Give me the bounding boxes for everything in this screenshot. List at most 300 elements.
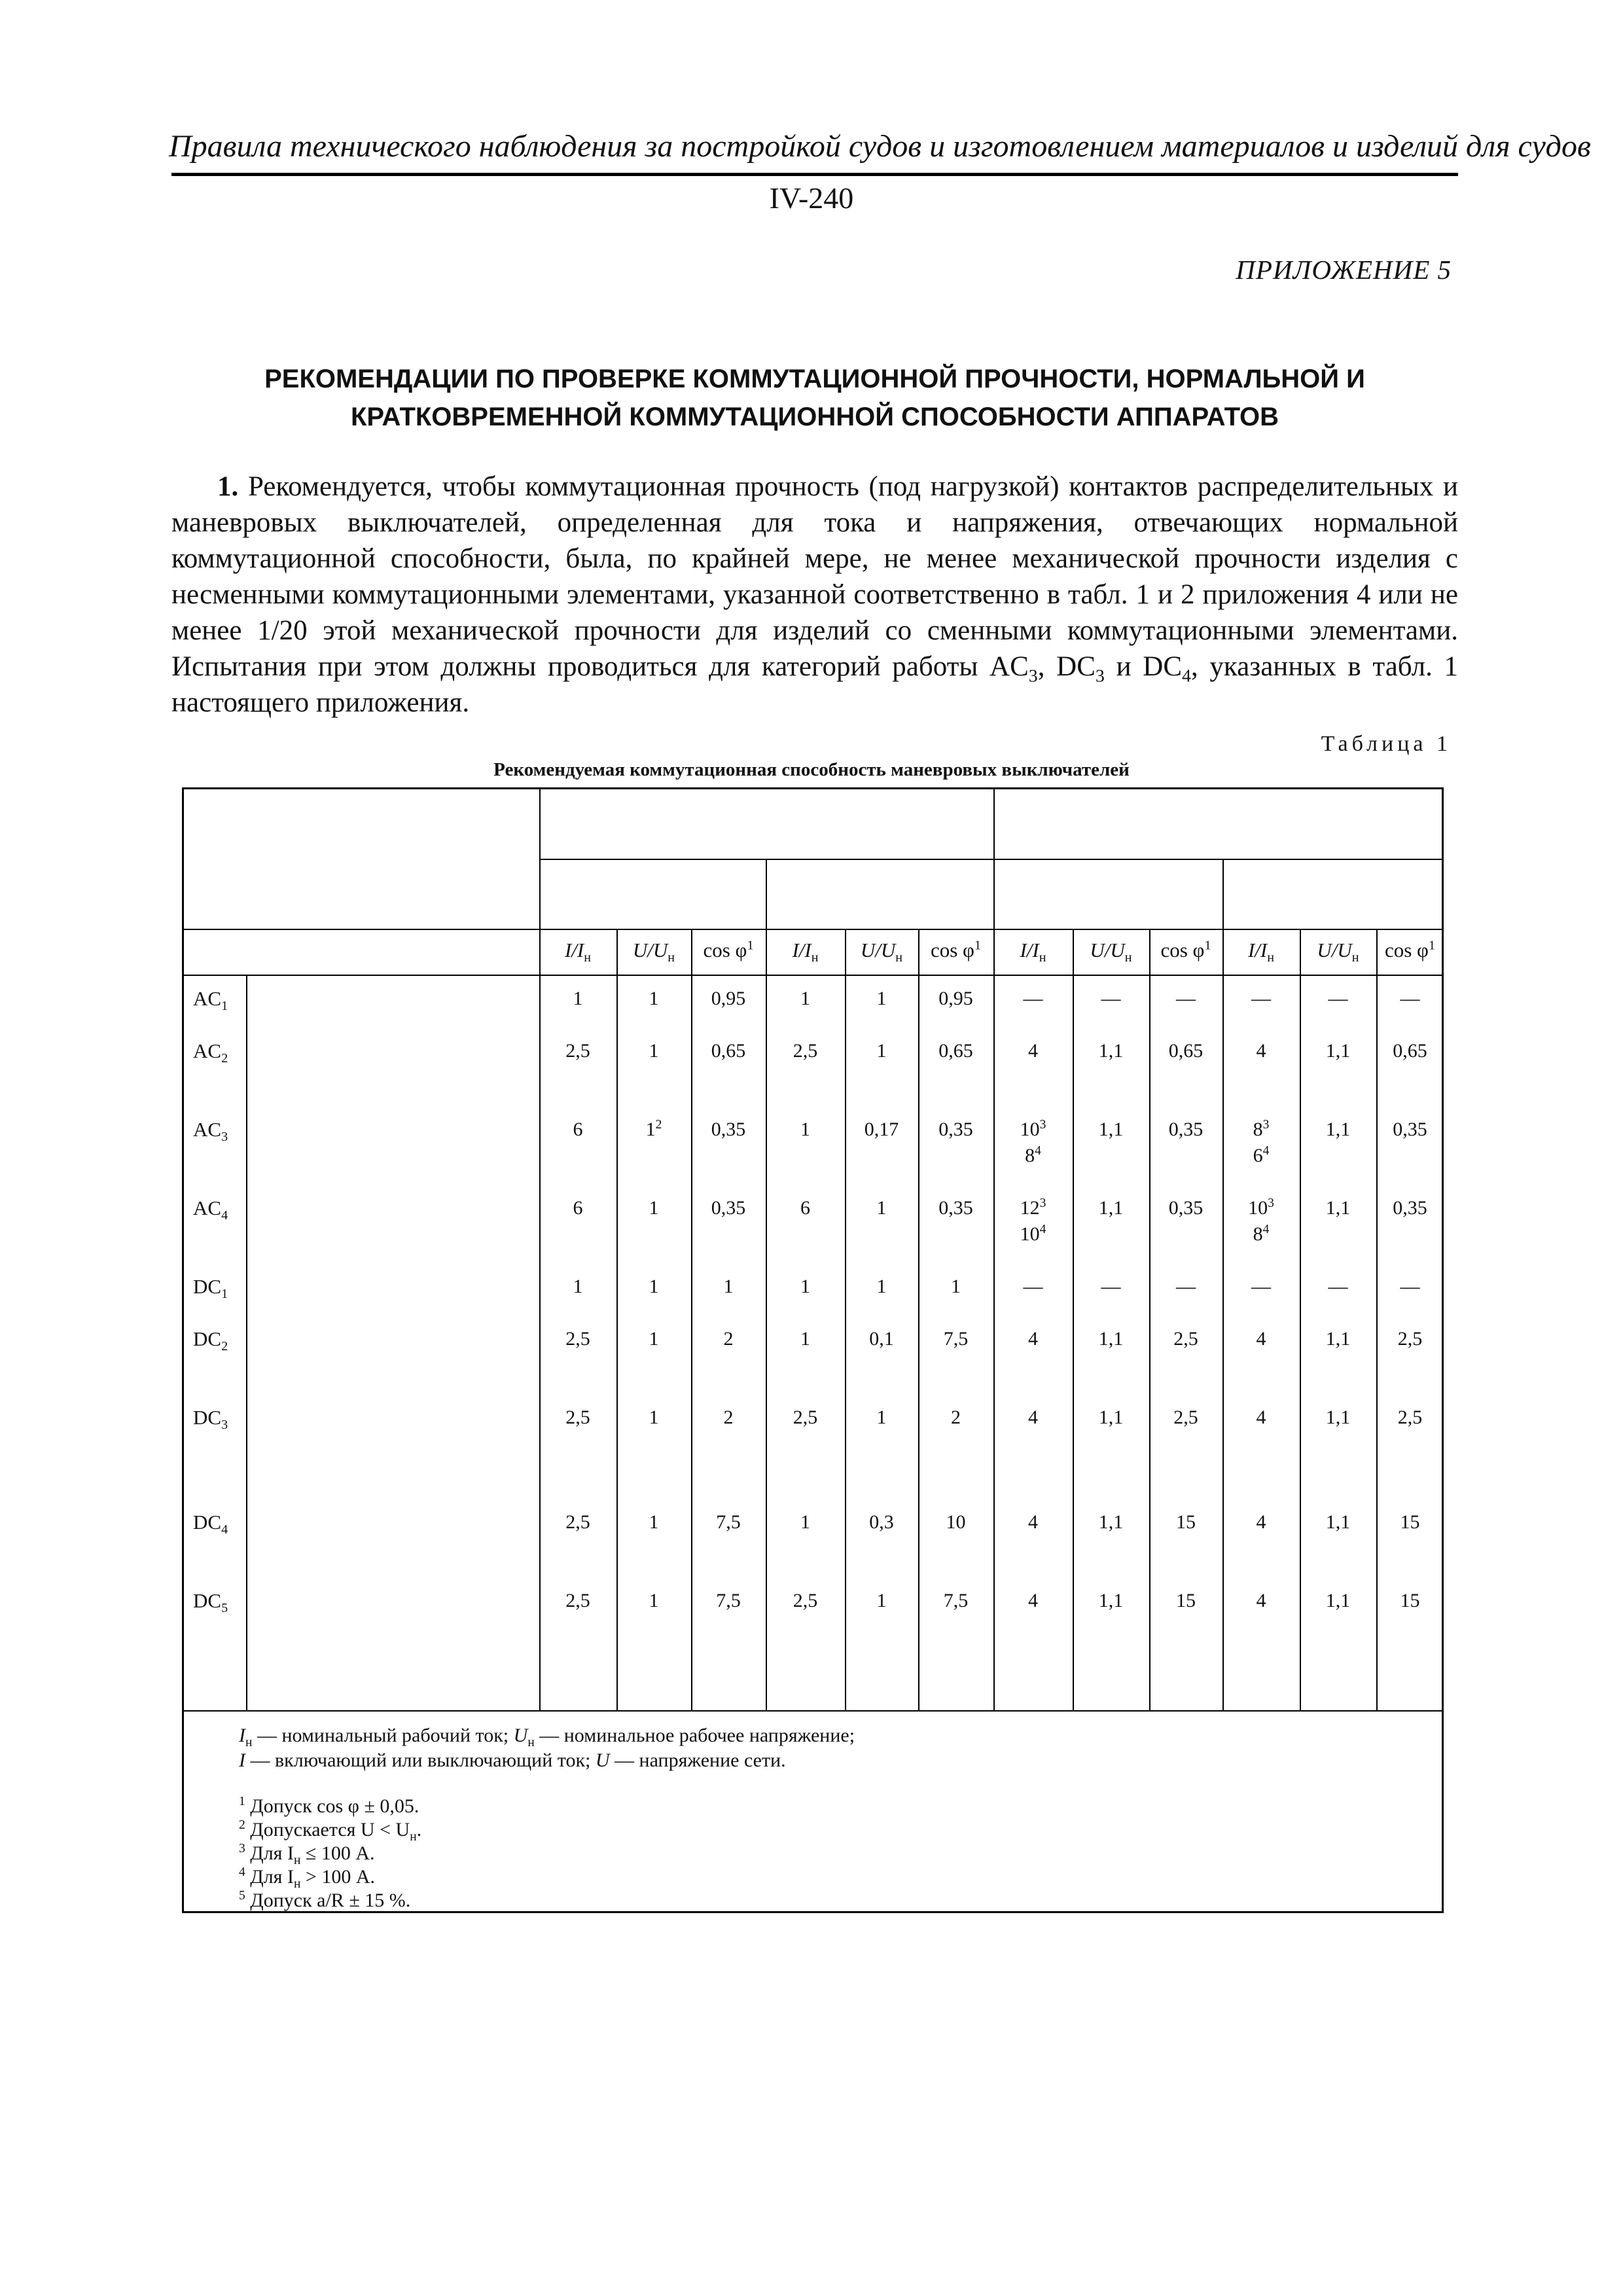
cell-value: 8 — [1253, 1119, 1263, 1140]
cell-value: 0,95 — [711, 988, 746, 1009]
cell-value: 2 — [951, 1407, 961, 1428]
switching-capacity-table — [182, 787, 1444, 1913]
cell-value: 2,5 — [565, 1590, 590, 1611]
table-cell — [691, 1509, 766, 1535]
cell-value: 1,1 — [1098, 1511, 1124, 1533]
table-cell — [766, 1509, 845, 1535]
col-header-symbol: I/I — [792, 939, 812, 961]
table-cell — [539, 1509, 616, 1535]
cell-value: 2,5 — [1397, 1407, 1423, 1428]
category-code: AC — [193, 1039, 222, 1062]
footnote-sub: н — [410, 1830, 417, 1844]
table-cell — [1222, 1274, 1300, 1300]
table-cell — [1376, 1405, 1444, 1431]
row-category-code — [193, 1405, 228, 1431]
table-cell — [539, 1405, 616, 1431]
table-cell — [1376, 1038, 1444, 1064]
cell-footnote-mark: 2 — [655, 1118, 662, 1132]
table-cell — [1376, 1509, 1444, 1535]
table-cell — [766, 1274, 845, 1300]
table-cell — [616, 1588, 691, 1614]
table-cell — [845, 1509, 918, 1535]
page-number: IV-240 — [769, 181, 854, 215]
cell-value: 1 — [649, 988, 659, 1009]
col-header-symbol: cos φ — [1384, 939, 1429, 961]
cell-value: 4 — [1256, 1040, 1266, 1062]
table-cell — [845, 1274, 918, 1300]
cell-value: 1 — [876, 1590, 887, 1611]
cell-value: 0,35 — [1393, 1197, 1427, 1219]
cell-footnote-mark: 3 — [1268, 1196, 1274, 1210]
cell-value: 1 — [649, 1407, 659, 1428]
table-cell — [918, 986, 993, 1012]
cell-value: 0,65 — [711, 1040, 746, 1062]
cell-value: 1,1 — [1325, 1511, 1351, 1533]
row-category-code — [193, 1326, 228, 1352]
legend-sub: н — [527, 1736, 535, 1749]
cell-value: 0,3 — [869, 1511, 894, 1533]
table-cell — [845, 1195, 918, 1221]
col-header-symbol: I/I — [1020, 939, 1039, 961]
table-cell — [1222, 986, 1300, 1012]
table-title: Рекомендуемая коммутационная способность маневровых выключателей — [493, 759, 1130, 780]
cell-value: 2,5 — [565, 1328, 590, 1350]
table-cell — [1149, 1195, 1222, 1221]
cell-value: 0,35 — [938, 1119, 973, 1140]
col-header-voltage-ratio — [1073, 939, 1149, 965]
cell-value: 1 — [800, 1119, 810, 1140]
col-header-sub: н — [668, 950, 675, 965]
cell-value: 0,35 — [711, 1197, 746, 1219]
table-cell — [993, 1326, 1073, 1352]
footnote-4 — [239, 1865, 375, 1889]
cell-value: — — [1251, 988, 1271, 1009]
table-cell — [993, 1588, 1073, 1614]
cell-value: — — [1023, 988, 1043, 1009]
cell-value: 1 — [649, 1328, 659, 1350]
col-header-symbol: U/U — [1090, 939, 1125, 961]
cell-value: 0,35 — [938, 1197, 973, 1219]
cell-value-second: 8 — [1025, 1145, 1035, 1166]
running-header: Правила технического наблюдения за постройкой судов и изготовлением материалов и изделий для судов — [169, 129, 1591, 164]
cell-value: 10 — [1248, 1197, 1268, 1219]
table-cell — [1300, 1117, 1376, 1143]
table-cell — [993, 986, 1073, 1012]
cell-value: 7,5 — [716, 1590, 741, 1611]
category-sub: 3 — [221, 1418, 228, 1433]
table-cell — [993, 1405, 1073, 1431]
table-cell — [1149, 986, 1222, 1012]
col-header-symbol: cos φ — [1160, 939, 1205, 961]
cell-value: 1,1 — [1325, 1407, 1351, 1428]
col-header-sub: н — [811, 950, 819, 965]
table-cell — [1222, 1117, 1300, 1169]
cell-value: 1 — [876, 1407, 887, 1428]
cell-value: 0,17 — [864, 1119, 899, 1140]
cell-value: 15 — [1400, 1590, 1420, 1611]
table-cell — [766, 986, 845, 1012]
table-cell — [845, 1117, 918, 1143]
col-header-current-ratio — [993, 939, 1073, 965]
table-cell — [766, 1117, 845, 1143]
cell-value: 1 — [573, 1276, 583, 1297]
footnote-text-end: . — [416, 1819, 422, 1840]
cell-value: 0,65 — [938, 1040, 973, 1062]
cell-value: — — [1400, 1276, 1420, 1297]
cell-value: 1,1 — [1098, 1040, 1124, 1062]
cell-value: 12 — [1020, 1197, 1040, 1219]
table-cell — [1149, 1038, 1222, 1064]
footnote-text: Допуск cos φ ± 0,05. — [245, 1795, 419, 1817]
col-header-sup: 1 — [747, 938, 754, 953]
cell-value: — — [1101, 1276, 1121, 1297]
col-header-sub: н — [1267, 950, 1275, 965]
legend-line-1 — [239, 1724, 855, 1748]
col-header-cos-phi — [1376, 939, 1444, 962]
document-title-line-2: КРАТКОВРЕМЕННОЙ КОММУТАЦИОННОЙ СПОСОБНОСТИ АППАРАТОВ — [350, 403, 1279, 431]
table-cell — [1376, 1117, 1444, 1143]
category-code: DC — [193, 1275, 222, 1298]
col-header-voltage-ratio — [845, 939, 918, 965]
para-sub: 4 — [1182, 666, 1191, 687]
table-cell — [691, 1405, 766, 1431]
cell-value: — — [1176, 988, 1196, 1009]
table-cell — [691, 1117, 766, 1143]
table-rule — [539, 789, 541, 1710]
table-cell — [1300, 1038, 1376, 1064]
footnote-mark: 4 — [239, 1865, 245, 1879]
table-cell — [1222, 1405, 1300, 1431]
cell-value: 1,1 — [1325, 1590, 1351, 1611]
table-cell — [1300, 1195, 1376, 1221]
col-header-sub: н — [1124, 950, 1132, 965]
legend-text: — включающий или выключающий ток; — [245, 1749, 596, 1771]
cell-value: 0,35 — [1168, 1197, 1204, 1219]
cell-value: 0,35 — [1393, 1119, 1427, 1140]
table-cell — [1222, 1588, 1300, 1614]
table-cell — [845, 1405, 918, 1431]
table-cell — [1222, 1195, 1300, 1247]
table-cell — [993, 1117, 1073, 1169]
table-cell — [539, 1274, 616, 1300]
col-header-symbol: U/U — [860, 939, 896, 961]
table-cell — [993, 1274, 1073, 1300]
table-cell — [845, 986, 918, 1012]
legend-symbol: U — [595, 1749, 610, 1771]
table-cell — [845, 1038, 918, 1064]
footnote-text-end: > 100 А. — [300, 1866, 376, 1888]
footnote-sub: н — [293, 1877, 301, 1891]
cell-value: 2,5 — [1173, 1407, 1198, 1428]
table-cell — [616, 1326, 691, 1352]
cell-value: 1,1 — [1098, 1119, 1124, 1140]
cell-value: 15 — [1400, 1511, 1420, 1533]
col-header-cos-phi — [918, 939, 993, 962]
cell-value: 1,1 — [1325, 1197, 1351, 1219]
table-cell — [918, 1326, 993, 1352]
cell-value: 4 — [1028, 1407, 1038, 1428]
cell-footnote-mark: 4 — [1039, 1223, 1046, 1236]
footnote-mark: 3 — [239, 1842, 245, 1856]
para-sub: 3 — [1095, 666, 1105, 687]
table-cell — [1149, 1326, 1222, 1352]
footnote-sub: н — [293, 1854, 301, 1867]
cell-value: 2,5 — [565, 1511, 590, 1533]
cell-value: 1 — [649, 1276, 659, 1297]
table-cell — [993, 1195, 1073, 1247]
cell-value: 4 — [1028, 1040, 1038, 1062]
table-cell — [918, 1588, 993, 1614]
col-header-sub: н — [895, 950, 903, 965]
table-number: Таблица 1 — [1321, 732, 1452, 756]
col-header-current-ratio — [539, 939, 616, 965]
table-cell — [691, 986, 766, 1012]
legend-symbol: I — [239, 1725, 245, 1746]
table-cell — [1300, 1405, 1376, 1431]
cell-value: 1 — [951, 1276, 961, 1297]
cell-value: 0,95 — [938, 988, 973, 1009]
cell-value: 1 — [649, 1197, 659, 1219]
cell-value: 1,1 — [1098, 1328, 1124, 1350]
footnote-mark: 2 — [239, 1818, 245, 1832]
cell-footnote-mark: 4 — [1262, 1223, 1270, 1236]
category-sub: 2 — [221, 1051, 228, 1066]
table-cell — [1073, 1509, 1149, 1535]
category-sub: 4 — [221, 1522, 228, 1537]
cell-value: 1 — [800, 1276, 810, 1297]
table-cell — [616, 1509, 691, 1535]
appendix-label: ПРИЛОЖЕНИЕ 5 — [1236, 255, 1452, 285]
cell-value: 1,1 — [1098, 1407, 1124, 1428]
table-cell — [616, 1195, 691, 1221]
footnote-text: Допускается U < U — [245, 1819, 410, 1840]
footnote-text: Для I — [245, 1842, 294, 1864]
document-title-line-1: РЕКОМЕНДАЦИИ ПО ПРОВЕРКЕ КОММУТАЦИОННОЙ ПРОЧНОСТИ, НОРМАЛЬНОЙ И — [264, 365, 1365, 393]
col-header-symbol: cos φ — [930, 939, 974, 961]
row-category-code — [193, 1038, 228, 1064]
col-header-sub: н — [584, 950, 592, 965]
cell-value: 10 — [946, 1511, 966, 1533]
header-rule — [171, 173, 1458, 176]
table-cell — [918, 1274, 993, 1300]
table-rule — [184, 1710, 1444, 1712]
cell-value: 1 — [876, 988, 887, 1009]
cell-value: 1 — [649, 1040, 659, 1062]
col-header-cos-phi — [691, 939, 766, 962]
col-header-sup: 1 — [1428, 938, 1436, 953]
footnote-2 — [239, 1818, 421, 1842]
table-cell — [766, 1326, 845, 1352]
cell-value: 2,5 — [565, 1040, 590, 1062]
col-header-symbol: U/U — [632, 939, 668, 961]
table-cell — [539, 1195, 616, 1221]
cell-value: 6 — [800, 1197, 810, 1219]
cell-value: 1 — [723, 1276, 734, 1297]
cell-value: 15 — [1176, 1511, 1196, 1533]
table-cell — [1300, 986, 1376, 1012]
footnote-3 — [239, 1842, 375, 1865]
cell-footnote-mark: 3 — [1039, 1118, 1046, 1132]
table-cell — [1073, 986, 1149, 1012]
table-cell — [1149, 1509, 1222, 1535]
table-cell — [918, 1195, 993, 1221]
cell-value: 1 — [573, 988, 583, 1009]
col-header-voltage-ratio — [616, 939, 691, 965]
table-cell — [918, 1405, 993, 1431]
footnote-mark: 1 — [239, 1795, 245, 1808]
footnote-5 — [239, 1889, 410, 1912]
category-code: AC — [193, 987, 222, 1010]
footnote-text: Допуск a/R ± 15 %. — [245, 1890, 411, 1911]
category-code: DC — [193, 1511, 222, 1534]
col-header-voltage-ratio — [1300, 939, 1376, 965]
row-category-code — [193, 1588, 228, 1614]
footnote-text: Для I — [245, 1866, 294, 1888]
col-header-sup: 1 — [1204, 938, 1211, 953]
category-code: DC — [193, 1589, 222, 1612]
table-cell — [616, 1038, 691, 1064]
legend-text: — номинальный рабочий ток; — [252, 1725, 514, 1746]
cell-value: 1,1 — [1325, 1328, 1351, 1350]
col-header-current-ratio — [766, 939, 845, 965]
cell-value: 2,5 — [1397, 1328, 1423, 1350]
table-cell — [1149, 1117, 1222, 1143]
legend-sub: н — [245, 1736, 253, 1749]
legend-line-2 — [239, 1749, 786, 1772]
table-cell — [691, 1195, 766, 1221]
category-sub: 2 — [221, 1339, 228, 1354]
table-cell — [1376, 1326, 1444, 1352]
table-cell — [539, 986, 616, 1012]
cell-value: 7,5 — [943, 1328, 969, 1350]
para-text-b: , DC — [1037, 651, 1096, 682]
table-cell — [845, 1588, 918, 1614]
table-rule — [539, 859, 1444, 860]
cell-value: 2,5 — [565, 1407, 590, 1428]
table-cell — [616, 1405, 691, 1431]
category-sub: 1 — [221, 1287, 228, 1302]
cell-value: 1,1 — [1325, 1040, 1351, 1062]
table-cell — [1300, 1274, 1376, 1300]
table-cell — [616, 986, 691, 1012]
table-cell — [918, 1038, 993, 1064]
table-rule — [184, 929, 1444, 930]
para-text-c: и DC — [1104, 651, 1182, 682]
table-cell — [539, 1326, 616, 1352]
cell-value: — — [1023, 1276, 1043, 1297]
cell-value: 1 — [645, 1119, 656, 1140]
cell-value-second: 10 — [1020, 1223, 1040, 1245]
table-cell — [1149, 1588, 1222, 1614]
table-cell — [616, 1117, 691, 1143]
cell-value: 1 — [649, 1590, 659, 1611]
cell-value: 1 — [800, 1511, 810, 1533]
category-sub: 4 — [221, 1208, 228, 1223]
cell-value: 1 — [876, 1040, 887, 1062]
row-category-code — [193, 1509, 228, 1535]
cell-value: 7,5 — [943, 1590, 969, 1611]
cell-value: 0,35 — [711, 1119, 746, 1140]
footnote-text-end: ≤ 100 А. — [300, 1842, 375, 1864]
col-header-sub: н — [1351, 950, 1359, 965]
table-cell — [766, 1405, 845, 1431]
table-cell — [1376, 1274, 1444, 1300]
cell-value: 1 — [649, 1511, 659, 1533]
row-category-code — [193, 1195, 228, 1221]
cell-value: 1 — [876, 1197, 887, 1219]
category-code: DC — [193, 1406, 222, 1429]
category-code: AC — [193, 1118, 222, 1141]
table-cell — [1149, 1405, 1222, 1431]
table-rule — [184, 975, 1444, 976]
para-text-d: , указанных в табл. 1 настоящего приложения. — [171, 651, 1458, 718]
cell-value: 4 — [1028, 1328, 1038, 1350]
cell-footnote-mark: 4 — [1035, 1144, 1041, 1158]
cell-value: 2 — [723, 1407, 734, 1428]
cell-value: 1,1 — [1098, 1590, 1124, 1611]
cell-value: 2,5 — [793, 1407, 818, 1428]
cell-value: 0,65 — [1393, 1040, 1427, 1062]
table-cell — [845, 1326, 918, 1352]
table-cell — [766, 1038, 845, 1064]
table-cell — [539, 1588, 616, 1614]
paragraph-text: Рекомендуется, чтобы коммутационная прочность (под нагрузкой) контактов распределительных и маневровых выключателей, определенная для тока и напряжения, отвечающих нормальной коммутационной способности, была, по крайней мере, не менее механической прочности изделия с несменными коммутационными элементами, указанной соответственно в табл. 1 и 2 приложения 4 или не менее 1/20 этой механической прочности для изделий со сменными коммутационными элементами. Испытания при этом должны проводиться для категорий работы AC — [171, 471, 1458, 682]
cell-value: 4 — [1256, 1590, 1266, 1611]
table-cell — [1300, 1588, 1376, 1614]
cell-value: 1 — [800, 988, 810, 1009]
cell-value: 1 — [876, 1276, 887, 1297]
row-category-code — [193, 986, 228, 1012]
cell-value-second: 8 — [1253, 1223, 1263, 1245]
legend-text: — номинальное рабочее напряжение; — [534, 1725, 855, 1746]
cell-value: — — [1400, 988, 1420, 1009]
cell-value: — — [1251, 1276, 1271, 1297]
table-cell — [1073, 1117, 1149, 1143]
cell-value: 2 — [723, 1328, 734, 1350]
paragraph-number: 1. — [217, 471, 239, 502]
table-cell — [539, 1038, 616, 1064]
table-cell — [1073, 1405, 1149, 1431]
table-cell — [993, 1509, 1073, 1535]
table-cell — [1376, 1195, 1444, 1221]
cell-value: 4 — [1256, 1328, 1266, 1350]
table-cell — [1073, 1195, 1149, 1221]
table-cell — [1073, 1274, 1149, 1300]
table-cell — [918, 1117, 993, 1143]
cell-value: 4 — [1028, 1511, 1038, 1533]
document-title — [171, 360, 1458, 436]
legend-text: — напряжение сети. — [609, 1749, 786, 1771]
row-category-code — [193, 1117, 228, 1143]
footnote-1 — [239, 1795, 419, 1818]
cell-value: 4 — [1256, 1511, 1266, 1533]
table-cell — [691, 1326, 766, 1352]
table-cell — [1222, 1038, 1300, 1064]
cell-value: 2,5 — [1173, 1328, 1198, 1350]
col-header-sub: н — [1039, 950, 1046, 965]
table-cell — [691, 1588, 766, 1614]
paragraph-1 — [171, 469, 1458, 721]
table-cell — [1073, 1038, 1149, 1064]
para-sub: 3 — [1028, 666, 1038, 687]
table-rule — [246, 975, 247, 1710]
legend-symbol: I — [239, 1749, 245, 1771]
table-cell — [1073, 1326, 1149, 1352]
col-header-symbol: I/I — [1247, 939, 1268, 961]
category-code: AC — [193, 1196, 222, 1219]
cell-value: — — [1328, 988, 1348, 1009]
table-cell — [766, 1588, 845, 1614]
